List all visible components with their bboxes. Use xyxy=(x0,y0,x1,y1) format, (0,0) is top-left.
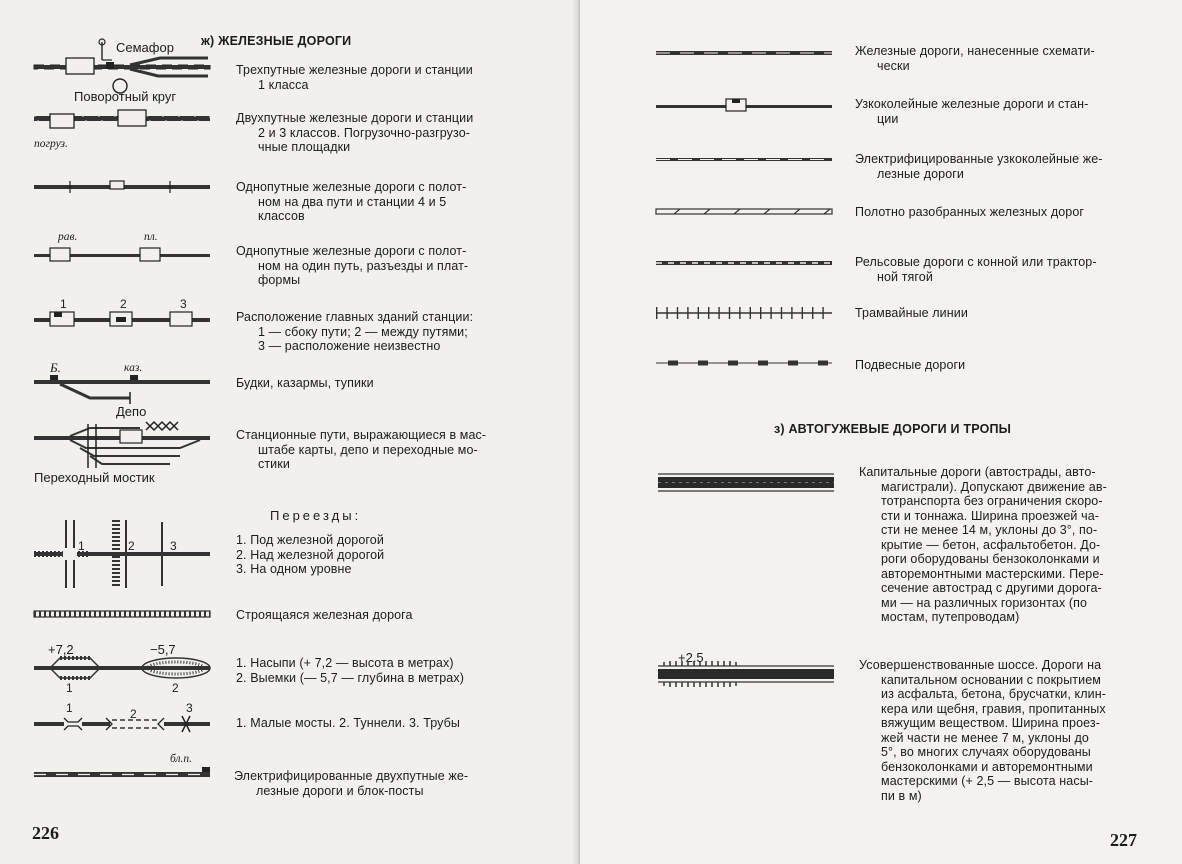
tunnel-number-2: 2 xyxy=(130,707,137,721)
right-entry-1-line: Железные дороги, нанесенные схемати- xyxy=(855,44,1095,58)
page-number-left: 226 xyxy=(32,823,59,843)
symbol-crossings xyxy=(30,518,215,590)
right-entry-5-line: ной тягой xyxy=(877,269,933,284)
symbol-schematic-railway xyxy=(654,48,834,58)
label-turntable: Поворотный круг xyxy=(74,89,177,104)
right-entry-7-line: Подвесные дороги xyxy=(855,358,966,372)
highway-line: авторемонтными мастерскими. Пере- xyxy=(881,566,1104,581)
label-cut-depth: −5,7 xyxy=(150,642,176,657)
entry-5-line: Расположение главных зданий станции: xyxy=(236,310,474,324)
highway-line: Капитальные дороги (автострады, авто- xyxy=(859,465,1096,479)
entry-3-line: классов xyxy=(258,209,305,223)
label-loading: погруз. xyxy=(34,138,68,150)
highway-line: ми — на различных горизонтах (по xyxy=(881,595,1088,610)
symbol-station-tracks-depot xyxy=(30,416,215,470)
entry-1-line: 1 класса xyxy=(258,77,309,92)
entry-11 xyxy=(234,769,468,798)
right-entry-1-line: чески xyxy=(877,58,910,73)
symbol-electrified-double-track xyxy=(30,766,215,780)
entry-3-line: Однопутные железные дороги с полот- xyxy=(236,180,467,194)
highway-description xyxy=(859,465,1107,625)
symbol-horse-tractor-rail xyxy=(654,258,834,268)
crossing-number-1: 1 xyxy=(78,539,85,553)
entry-9-line: 1. Насыпи (+ 7,2 — высота в метрах) xyxy=(236,656,454,670)
entry-6-line: Будки, казармы, тупики xyxy=(236,376,374,390)
bridge-number-1: 1 xyxy=(66,701,73,715)
bldg-number-1: 1 xyxy=(60,297,67,311)
entry-5-line: 3 — расположение неизвестно xyxy=(258,339,441,353)
symbol-improved-highway xyxy=(656,664,836,684)
right-entry-6 xyxy=(855,306,968,321)
entry-1-line: Трехпутные железные дороги и станции xyxy=(236,63,473,77)
entry-8-line: Строящаяся железная дорога xyxy=(236,608,413,622)
right-entry-5 xyxy=(855,255,1097,284)
bldg-number-2: 2 xyxy=(120,297,127,311)
right-entry-7 xyxy=(855,358,965,373)
right-entry-6-line: Трамвайные линии xyxy=(855,306,968,320)
highway-line: тотранспорта без ограничения скоро- xyxy=(881,494,1103,508)
entry-10-line: 1. Малые мосты. 2. Туннели. 3. Трубы xyxy=(236,716,460,730)
highway-line: магистрали). Допускают движение ав- xyxy=(881,479,1107,494)
pipe-number-3: 3 xyxy=(186,701,193,715)
crossing-item: 1. Под железной дорогой xyxy=(236,533,384,547)
entry-6 xyxy=(236,376,374,391)
entry-2-line: чные площадки xyxy=(258,140,351,154)
improved-road-line: из асфальта, бетона, брусчатки, клин- xyxy=(881,687,1106,701)
entry-4-line: формы xyxy=(258,273,301,287)
highway-line: крытие — бетон, асфальтобетон. До- xyxy=(881,537,1101,552)
embankment-number-1: 1 xyxy=(66,681,73,695)
highway-line: сти не менее 14 м, уклоны до 3°, по- xyxy=(881,523,1098,537)
improved-road-line: мастерскими (+ 2,5 — высота насы- xyxy=(881,774,1094,788)
bldg-number-3: 3 xyxy=(180,297,187,311)
right-entry-3-line: лезные дороги xyxy=(877,166,965,181)
label-booth: Б. xyxy=(50,360,61,375)
entry-7-line: стики xyxy=(258,457,290,471)
right-entry-2 xyxy=(855,97,1088,126)
entry-3-line: ном на два пути и станции 4 и 5 xyxy=(258,194,447,209)
right-entry-4-line: Полотно разобранных железных дорог xyxy=(855,205,1085,219)
entry-11-line: Электрифицированные двухпутные же- xyxy=(234,769,469,783)
right-entry-4 xyxy=(855,205,1084,220)
section-title-railways: ж) ЖЕЛЕЗНЫЕ ДОРОГИ xyxy=(201,34,352,48)
entry-8 xyxy=(236,608,413,623)
entry-4-line: Однопутные железные дороги с полот- xyxy=(236,244,467,258)
symbol-single-track-sidings xyxy=(30,244,215,266)
label-embankment-height: +7,2 xyxy=(48,642,74,657)
symbol-double-track-station xyxy=(30,108,215,136)
symbol-railway-under-construction xyxy=(30,608,215,620)
crossing-number-2: 2 xyxy=(128,539,135,553)
improved-road-line: кера или щебня, гравия, пропитанных xyxy=(881,701,1106,716)
entry-7 xyxy=(236,428,486,472)
entry-11-line: лезные дороги и блок-посты xyxy=(256,783,424,798)
label-platform: пл. xyxy=(144,231,158,243)
symbol-booths-barracks xyxy=(30,370,215,404)
entry-5 xyxy=(236,310,473,354)
left-page xyxy=(0,0,578,864)
crossings-list xyxy=(236,533,384,577)
improved-road-line: пи в м) xyxy=(881,788,922,803)
entry-4-line: ном на один путь, разъезды и плат- xyxy=(258,258,469,273)
symbol-single-track-two-bed xyxy=(30,178,215,196)
symbol-tram-lines xyxy=(654,306,834,320)
entry-9 xyxy=(236,656,464,685)
improved-road-line: 5°, во многих случаях оборудованы xyxy=(881,745,1091,759)
entry-5-line: 1 — сбоку пути; 2 — между путями; xyxy=(258,324,468,339)
label-barracks: каз. xyxy=(124,362,143,374)
symbol-narrow-gauge xyxy=(654,96,834,114)
highway-line: роги оборудованы бензоколонками и xyxy=(881,552,1100,566)
crossing-item: 3. На одном уровне xyxy=(236,562,352,576)
right-entry-3-line: Электрифицированные узкоколейные же- xyxy=(855,152,1103,166)
section-title-roads: з) АВТОГУЖЕВЫЕ ДОРОГИ И ТРОПЫ xyxy=(774,422,1012,436)
entry-7-line: штабе карты, депо и переходные мо- xyxy=(258,442,478,457)
entry-2 xyxy=(236,111,473,155)
symbol-electrified-narrow-gauge xyxy=(654,155,834,165)
symbol-bridges-tunnels-pipes xyxy=(30,702,215,736)
crossing-number-3: 3 xyxy=(170,539,177,553)
highway-line: сечение автострад с другими дорога- xyxy=(881,581,1102,595)
highway-line: мостам, путепроводам) xyxy=(881,610,1020,624)
symbol-dismantled-railway xyxy=(654,207,834,217)
entry-10 xyxy=(236,716,460,731)
highway-line: сти и тоннажа. Ширина проезжей ча- xyxy=(881,508,1100,523)
improved-road-description xyxy=(859,658,1106,803)
improved-road-line: капитальном основании с покрытием xyxy=(881,672,1101,687)
entry-2-line: 2 и 3 классов. Погрузочно-разгрузо- xyxy=(258,125,471,140)
symbol-suspension-roads xyxy=(654,358,834,368)
improved-road-line: жей части не менее 7 м, уклоны до xyxy=(881,730,1089,745)
label-improved-road-height: +2.5 xyxy=(678,650,704,665)
improved-road-line: Усовершенствованные шоссе. Дороги на xyxy=(859,658,1102,672)
improved-road-line: вяжущим веществом. Ширина проез- xyxy=(881,716,1101,730)
entry-3 xyxy=(236,180,466,224)
label-siding: рав. xyxy=(58,231,78,243)
symbol-embankment-cut xyxy=(30,654,215,694)
right-entry-5-line: Рельсовые дороги с конной или трактор- xyxy=(855,255,1097,269)
crossing-item: 2. Над железной дорогой xyxy=(236,547,385,562)
label-semaphore: Семафор xyxy=(116,40,174,55)
right-page xyxy=(580,0,1182,864)
entry-7-line: Станционные пути, выражающиеся в мас- xyxy=(236,428,487,442)
symbol-capital-highway xyxy=(656,472,836,492)
label-depot: Депо xyxy=(116,404,147,419)
entry-4 xyxy=(236,244,468,288)
right-entry-1 xyxy=(855,44,1095,73)
crossings-title: Переезды: xyxy=(270,508,362,523)
right-entry-2-line: ции xyxy=(877,111,899,126)
right-entry-2-line: Узкоколейные железные дороги и стан- xyxy=(855,97,1089,111)
improved-road-line: бензоколонками и авторемонтными xyxy=(881,759,1093,774)
cut-number-2: 2 xyxy=(172,681,179,695)
symbol-station-buildings xyxy=(30,296,215,332)
page-number-right: 227 xyxy=(1110,830,1137,850)
entry-9-line: 2. Выемки (— 5,7 — глубина в метрах) xyxy=(236,670,464,685)
entry-2-line: Двухпутные железные дороги и станции xyxy=(236,111,474,125)
label-block-post: бл.п. xyxy=(170,753,193,765)
label-footbridge: Переходный мостик xyxy=(34,470,155,485)
right-entry-3 xyxy=(855,152,1103,181)
entry-1 xyxy=(236,63,473,92)
